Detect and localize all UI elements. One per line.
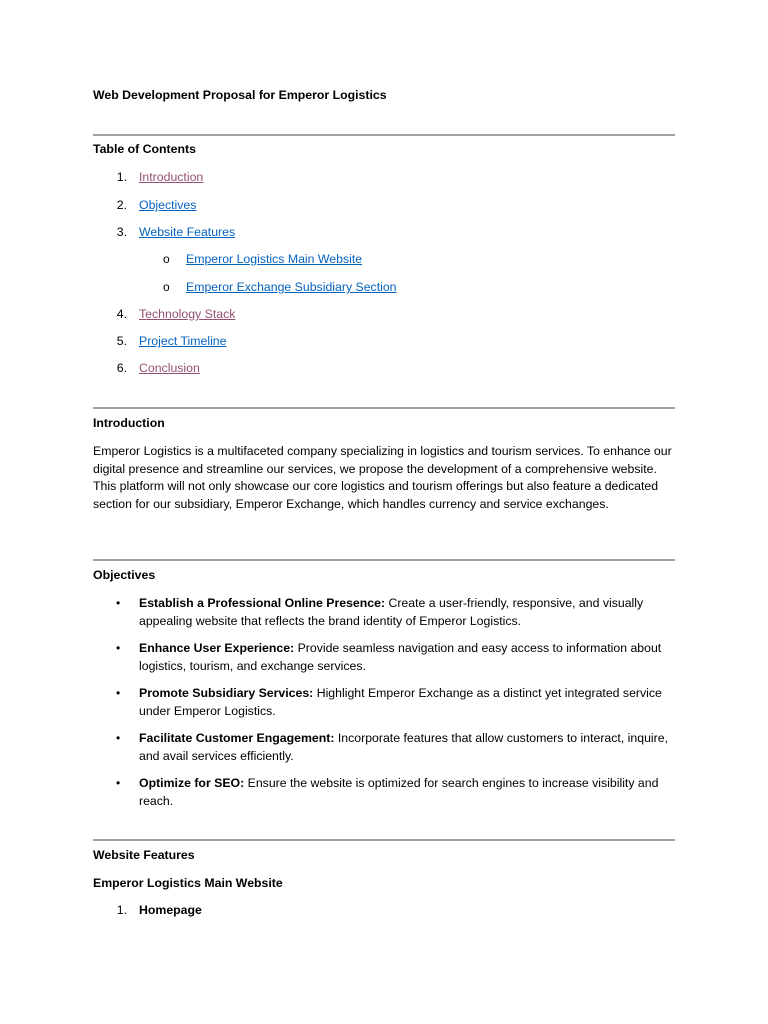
toc-number: 6. <box>116 361 127 375</box>
objective-item <box>139 595 677 630</box>
bullet-icon: • <box>116 776 121 790</box>
horizontal-rule <box>93 559 675 561</box>
bullet-icon: • <box>116 731 121 745</box>
toc-number: 5. <box>116 334 127 348</box>
document-title: Web Development Proposal for Emperor Logistics <box>93 88 387 102</box>
horizontal-rule <box>93 134 675 136</box>
objective-item <box>139 775 677 810</box>
toc-sub-bullet: o <box>163 252 170 266</box>
objective-item <box>139 640 677 675</box>
toc-link-exchange-section[interactable]: Emperor Exchange Subsidiary Section <box>186 280 397 294</box>
toc-number: 3. <box>116 225 127 239</box>
toc-number: 1. <box>116 170 127 184</box>
toc-number: 2. <box>116 198 127 212</box>
toc-link-conclusion[interactable]: Conclusion <box>139 361 200 375</box>
horizontal-rule <box>93 839 675 841</box>
list-number: 1. <box>116 903 127 917</box>
toc-link-main-website[interactable]: Emperor Logistics Main Website <box>186 252 363 266</box>
objective-item <box>139 730 677 765</box>
toc-link-project-timeline[interactable]: Project Timeline <box>139 334 227 348</box>
objective-item <box>139 685 677 720</box>
objectives-heading: Objectives <box>93 568 156 582</box>
bullet-icon: • <box>116 596 121 610</box>
objective-bold-label: Optimize for SEO: <box>139 776 245 790</box>
toc-link-introduction[interactable]: Introduction <box>139 170 204 184</box>
objective-text: Ensure the website is optimized for search engines to increase visibility and reach. <box>139 776 659 808</box>
homepage-item: Homepage <box>139 903 202 917</box>
main-website-subheading: Emperor Logistics Main Website <box>93 876 283 890</box>
introduction-heading: Introduction <box>93 416 165 430</box>
objective-text: Incorporate features that allow customers to interact, inquire, and avail services efficiently. <box>139 731 668 763</box>
objective-bold-label: Promote Subsidiary Services: <box>139 686 314 700</box>
objective-bold-label: Enhance User Experience: <box>139 641 295 655</box>
horizontal-rule <box>93 407 675 409</box>
objective-text: Create a user-friendly, responsive, and visually appealing website that reflects the brand identity of Emperor Logistics. <box>139 596 644 628</box>
objective-text: Highlight Emperor Exchange as a distinct yet integrated service under Emperor Logistics. <box>139 686 662 718</box>
objective-bold-label: Establish a Professional Online Presence: <box>139 596 386 610</box>
toc-number: 4. <box>116 307 127 321</box>
objective-text: Provide seamless navigation and easy access to information about logistics, tourism, and exchange services. <box>139 641 662 673</box>
website-features-heading: Website Features <box>93 848 195 862</box>
objective-bold-label: Facilitate Customer Engagement: <box>139 731 335 745</box>
bullet-icon: • <box>116 686 121 700</box>
toc-link-technology-stack[interactable]: Technology Stack <box>139 307 236 321</box>
toc-sub-bullet: o <box>163 280 170 294</box>
toc-heading: Table of Contents <box>93 142 196 156</box>
introduction-paragraph: Emperor Logistics is a multifaceted company specializing in logistics and tourism services. To enhance our digital presence and streamline our services, we propose the development of a comprehensive website. This platform will not only showcase our core logistics and tourism offerings but also feature a dedicated section for our subsidiary, Emperor Exchange, which handles currency and service exchanges. <box>93 444 672 511</box>
bullet-icon: • <box>116 641 121 655</box>
toc-link-website-features[interactable]: Website Features <box>139 225 236 239</box>
toc-link-objectives[interactable]: Objectives <box>139 198 197 212</box>
